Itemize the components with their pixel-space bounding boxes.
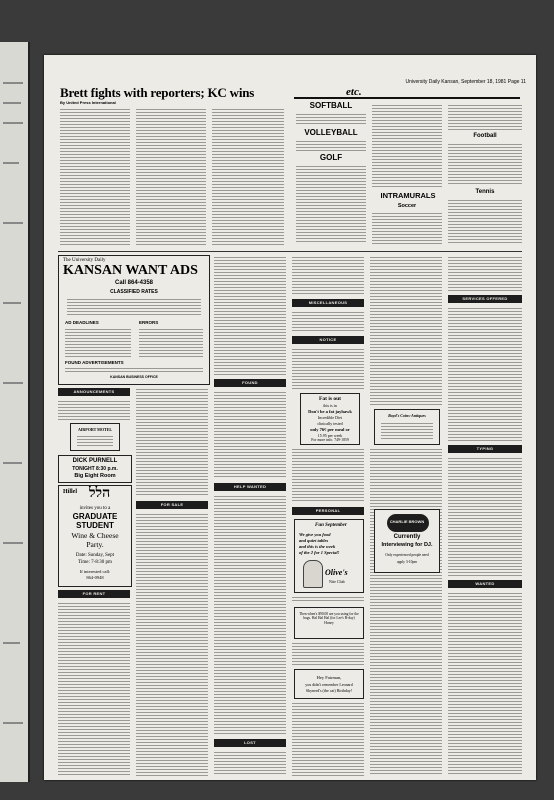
scores-column-2 bbox=[372, 103, 442, 189]
tennis-heading: Tennis bbox=[475, 189, 495, 195]
adjacent-page-edge bbox=[0, 42, 30, 782]
masthead-phone: Call 864-4358 bbox=[114, 280, 154, 286]
hillel-phone: 864-0948 bbox=[86, 575, 104, 580]
story-byline: By United Press International bbox=[60, 100, 116, 105]
etc-rule bbox=[294, 97, 520, 99]
found-listings bbox=[214, 390, 286, 478]
boyds-coins-ad bbox=[374, 409, 440, 445]
softball-heading: SOFTBALL bbox=[309, 101, 353, 110]
hey-line-3: Skynerd's (the cat) Birthday! bbox=[305, 688, 353, 693]
miscellaneous-listings bbox=[292, 310, 364, 332]
for-sale-bar: FOR SALE bbox=[136, 501, 208, 509]
hillel-party: Party. bbox=[86, 540, 104, 549]
for-sale-listings bbox=[136, 512, 208, 776]
lost-listings bbox=[214, 750, 286, 776]
announcements-text bbox=[58, 399, 130, 421]
story-headline: Brett fights with reporters; KC wins bbox=[60, 85, 255, 100]
dj-apply: apply 3-10pm bbox=[396, 560, 418, 564]
personal-bar: PERSONAL bbox=[292, 507, 364, 515]
story-column-3 bbox=[212, 107, 284, 247]
airport-motel-details bbox=[77, 434, 113, 446]
column-3-upper bbox=[214, 255, 286, 375]
then-when-ad bbox=[294, 607, 364, 639]
found-bar: FOUND bbox=[214, 379, 286, 387]
errors-text bbox=[139, 327, 203, 357]
column-4-lower bbox=[292, 641, 364, 665]
business-office: KANSAN BUSINESS OFFICE bbox=[110, 375, 158, 379]
notice-bar: NOTICE bbox=[292, 336, 364, 344]
fun-line-3: and quiet tables bbox=[299, 538, 329, 543]
then-when-text: Then when's $90.00 are you using for the bugs. Hal Hal Hal (for Lee's B-day) Honey bbox=[299, 612, 359, 625]
dj-currently: Currently bbox=[393, 534, 421, 540]
fat-line-8: For more info. 749-1859 bbox=[311, 438, 349, 442]
dj-interviewing: Interviewing for DJ. bbox=[381, 542, 433, 548]
etc-kicker: etc. bbox=[346, 86, 362, 98]
fat-line-7: 15.95 per week bbox=[317, 433, 343, 438]
wanted-bar: WANTED bbox=[448, 580, 522, 588]
for-rent-listings bbox=[58, 601, 130, 776]
want-ads-masthead bbox=[58, 255, 210, 385]
dick-purnell-name: DICK PURNELL bbox=[72, 458, 118, 464]
boyds-coins-details bbox=[381, 421, 433, 439]
fun-line-4: and this is the week bbox=[299, 544, 336, 549]
story-divider bbox=[58, 251, 522, 252]
fat-is-out-ad bbox=[300, 393, 360, 445]
drink-illustration bbox=[303, 560, 323, 588]
football-heading: Football bbox=[473, 133, 497, 139]
airport-motel-title: AIRPORT MOTEL bbox=[77, 427, 113, 432]
errors-heading: ERRORS bbox=[139, 320, 159, 325]
found-ads-heading: FOUND ADVERTISEMENTS bbox=[65, 360, 124, 365]
column-4-middle bbox=[292, 447, 364, 503]
dj-logo-text: CHARLIE BROWN bbox=[389, 519, 425, 524]
lost-bar: LOST bbox=[214, 739, 286, 747]
softball-results bbox=[296, 112, 366, 126]
services-offered-bar: SERVICES OFFERED bbox=[448, 295, 522, 303]
column-5-lower bbox=[370, 447, 442, 776]
newspaper-page bbox=[44, 55, 536, 780]
hey-line-1: Hey Fairman, bbox=[316, 675, 342, 680]
football-results bbox=[448, 142, 522, 186]
dj-interview-ad bbox=[374, 509, 440, 573]
services-offered-listings bbox=[448, 306, 522, 441]
column-5-upper bbox=[370, 255, 442, 405]
hillel-graduate: GRADUATE bbox=[72, 512, 118, 521]
column-2-upper bbox=[136, 387, 208, 495]
hillel-hebrew: הלל bbox=[89, 486, 111, 501]
dick-purnell-ad bbox=[58, 455, 132, 483]
volleyball-heading: VOLLEYBALL bbox=[304, 128, 358, 137]
fun-september-ad bbox=[294, 519, 364, 593]
deadlines-table bbox=[65, 327, 131, 357]
hey-fairman-ad bbox=[294, 669, 364, 699]
hillel-wine: Wine & Cheese bbox=[71, 531, 119, 540]
golf-heading: GOLF bbox=[319, 153, 343, 162]
found-ads-text bbox=[65, 366, 203, 374]
hillel-ad bbox=[58, 485, 132, 587]
miscellaneous-bar: MISCELLANEOUS bbox=[292, 299, 364, 307]
boyds-coins-title: Boyd's Coins-Antiques bbox=[388, 413, 426, 418]
page-folio: University Daily Kansan, September 18, 1981 Page 11 bbox=[405, 79, 526, 85]
fun-line-6: Olive's bbox=[325, 568, 348, 577]
fat-line-2: this is in bbox=[323, 403, 337, 408]
dick-purnell-place: Big Eight Room bbox=[74, 473, 116, 479]
column-4-bottom bbox=[292, 701, 364, 776]
fun-line-1: Fun September bbox=[315, 523, 347, 528]
fat-line-1: Fat is out bbox=[319, 396, 341, 402]
hillel-name: Hillel bbox=[63, 489, 77, 495]
airport-motel-ad bbox=[70, 423, 120, 451]
column-4-upper bbox=[292, 255, 364, 295]
notice-listings bbox=[292, 347, 364, 389]
classified-rates-heading: CLASSIFIED RATES bbox=[110, 289, 158, 295]
column-6-upper bbox=[448, 255, 522, 291]
help-wanted-listings bbox=[214, 494, 286, 734]
hey-line-2: you didn't remember Leonard bbox=[305, 682, 353, 687]
fat-line-3: Don't be a fat jayhawk bbox=[308, 409, 352, 414]
dj-experienced: Only experienced people need bbox=[385, 553, 429, 557]
soccer-heading: Soccer bbox=[397, 203, 417, 209]
fun-line-5: of the 2 for 1 Special! bbox=[299, 550, 340, 555]
story-column-1 bbox=[60, 107, 130, 247]
hillel-student: STUDENT bbox=[76, 521, 114, 530]
hillel-invites: invites you to a bbox=[79, 506, 111, 511]
announcements-bar: ANNOUNCEMENTS bbox=[58, 388, 130, 396]
masthead-big: KANSAN WANT ADS bbox=[63, 263, 198, 278]
volleyball-results bbox=[296, 139, 366, 151]
typing-listings bbox=[448, 456, 522, 576]
fun-line-2: We give you food bbox=[299, 532, 331, 537]
scores-column-3 bbox=[448, 103, 522, 131]
ad-deadlines-heading: AD DEADLINES bbox=[65, 320, 99, 325]
typing-bar: TYPING bbox=[448, 445, 522, 453]
hillel-contact: If interested call: bbox=[79, 569, 111, 574]
hillel-date: Date: Sunday, Sept bbox=[75, 553, 115, 558]
fat-line-5: clinically tested bbox=[317, 421, 343, 426]
golf-results bbox=[296, 164, 366, 244]
intramurals-heading: INTRAMURALS bbox=[380, 191, 436, 200]
fun-line-7: Nite Club bbox=[329, 579, 345, 584]
tennis-results bbox=[448, 198, 522, 245]
hillel-time: Time: 7-8:30 pm bbox=[78, 560, 112, 565]
wanted-listings bbox=[448, 591, 522, 776]
fat-line-6: only 76¢ per meal or bbox=[310, 427, 350, 432]
help-wanted-bar: HELP WANTED bbox=[214, 483, 286, 491]
rates-table bbox=[67, 297, 201, 317]
dick-purnell-time: TONIGHT 8:30 p.m. bbox=[72, 466, 118, 472]
for-rent-bar: FOR RENT bbox=[58, 590, 130, 598]
story-column-2 bbox=[136, 107, 206, 247]
soccer-results bbox=[372, 211, 442, 245]
column-4-personals bbox=[292, 595, 364, 603]
masthead-small: The University Daily bbox=[63, 258, 106, 263]
fat-line-4: Incredible Diet bbox=[317, 415, 343, 420]
